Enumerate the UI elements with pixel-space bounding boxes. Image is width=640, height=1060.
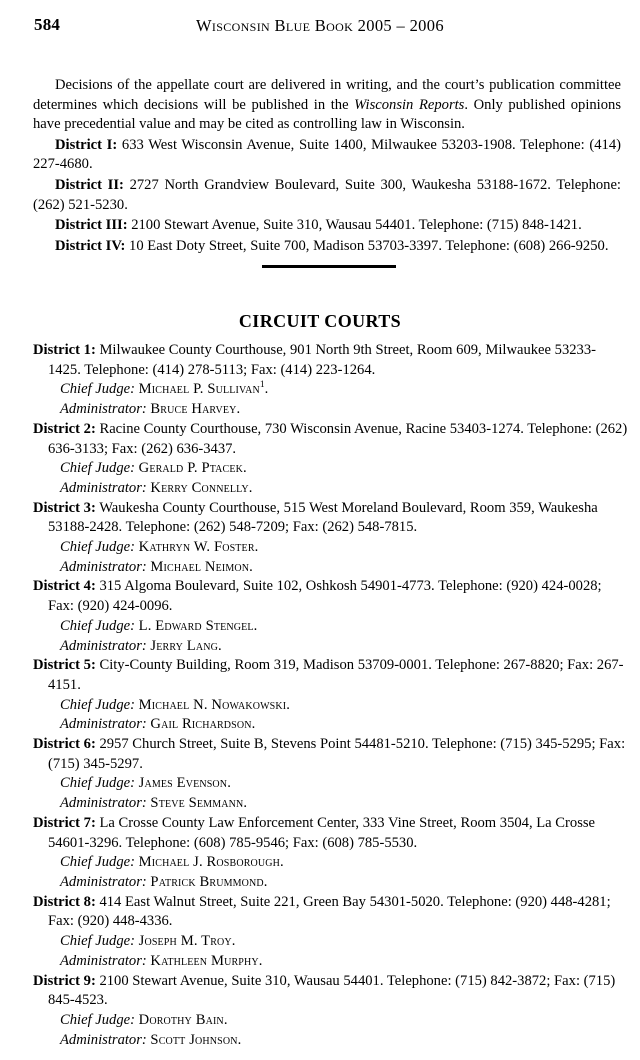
chief-judge-punct: . (264, 381, 269, 398)
circuit-district-7-address: La Crosse County Law Enforcement Center, 333 Vine Street, Room 3504, La Crosse 54601-3296. Telephone: (608) 785-9546; Fax: (608) 785-5530. (48, 814, 596, 851)
circuit-district-7-label: District 7: (33, 814, 96, 831)
circuit-district-2-label: District 2: (33, 420, 96, 437)
administrator-punct: . (249, 558, 253, 575)
list-item (33, 814, 628, 893)
administrator-punct: . (251, 716, 256, 733)
circuit-district-9-chief-judge (33, 1011, 628, 1031)
administrator-name: Bruce Harvey (150, 401, 237, 418)
administrator-name: Gail Richardson (150, 716, 252, 733)
circuit-district-4-address: 315 Algoma Boulevard, Suite 102, Oshkosh 54901-4773. Telephone: (920) 424-0028; Fax: (920) 424-0096. (48, 578, 602, 615)
book-title: Wisconsin Blue Book 2005 – 2006 (196, 16, 444, 35)
chief-judge-role-label: Chief Judge: (60, 381, 135, 398)
list-item (33, 499, 628, 578)
circuit-district-8-line (33, 893, 628, 932)
administrator-name: Jerry Lang (150, 637, 218, 654)
appellate-district-4-text: 10 East Doty Street, Suite 700, Madison 53703-3397. Telephone: (608) 266-9250. (125, 237, 609, 254)
circuit-district-9-label: District 9: (33, 972, 96, 989)
chief-judge-punct: . (231, 933, 236, 950)
list-item (33, 341, 628, 420)
appellate-district-2 (33, 176, 621, 215)
intro-text-lead: Decisions of the appellate court are delivered in writing, and the court’s publication committee determines which decisions will be published in the (33, 77, 621, 113)
circuit-district-1-administrator (33, 400, 628, 420)
chief-judge-punct: . (280, 854, 284, 871)
chief-judge-role-label: Chief Judge: (60, 1011, 135, 1028)
list-item (33, 420, 628, 499)
appellate-district-2-label: District II: (55, 176, 124, 193)
circuit-district-3-line (33, 499, 628, 538)
circuit-district-2-administrator (33, 479, 628, 499)
footnote-marker: 1 (259, 380, 265, 391)
circuit-district-5-line (33, 656, 628, 695)
administrator-name: Kathleen Murphy (150, 952, 259, 969)
appellate-section (33, 76, 621, 256)
appellate-district-3-text: 2100 Stewart Avenue, Suite 310, Wausau 54401. Telephone: (715) 848-1421. (127, 217, 582, 234)
chief-judge-name: Gerald P. Ptacek (138, 460, 243, 477)
circuit-district-2-line (33, 420, 628, 459)
circuit-district-6-line (33, 735, 628, 774)
list-item (33, 577, 628, 656)
chief-judge-name: Michael P. Sullivan (138, 381, 260, 398)
circuit-district-8-label: District 8: (33, 893, 96, 910)
chief-judge-punct: . (227, 775, 231, 792)
chief-judge-punct: . (243, 460, 247, 477)
list-item (33, 972, 628, 1051)
circuit-district-2-address: Racine County Courthouse, 730 Wisconsin Avenue, Racine 53403-1274. Telephone: (262) 636-3133; Fax: (262) 636-3437. (48, 420, 628, 457)
circuit-district-9-line (33, 972, 628, 1011)
appellate-district-3-label: District III: (55, 217, 128, 234)
circuit-courts-list (33, 341, 628, 1050)
chief-judge-punct: . (223, 1011, 228, 1028)
circuit-district-2-chief-judge (33, 459, 628, 479)
chief-judge-name: Dorothy Bain (138, 1011, 224, 1028)
circuit-district-7-chief-judge (33, 853, 628, 873)
wisconsin-reports-title: Wisconsin Reports (354, 96, 465, 113)
circuit-district-9-administrator (33, 1031, 628, 1051)
chief-judge-name: L. Edward Stengel (138, 617, 254, 634)
list-item (33, 656, 628, 735)
chief-judge-name: Kathryn W. Foster (138, 539, 255, 556)
running-head (0, 15, 640, 41)
circuit-district-6-label: District 6: (33, 736, 96, 753)
administrator-punct: . (258, 952, 263, 969)
appellate-district-1 (33, 136, 621, 175)
circuit-district-4-chief-judge (33, 617, 628, 637)
administrator-punct: . (237, 1031, 242, 1048)
administrator-punct: . (217, 637, 222, 654)
appellate-district-2-text: 2727 North Grandview Boulevard, Suite 300, Waukesha 53188-1672. Telephone: (262) 521-5230. (33, 176, 621, 213)
circuit-district-8-administrator (33, 952, 628, 972)
circuit-district-5-address: City-County Building, Room 319, Madison 53709-0001. Telephone: 267-8820; Fax: 267-4151. (48, 657, 624, 693)
circuit-district-6-administrator (33, 794, 628, 814)
administrator-role-label: Administrator: (60, 952, 147, 969)
circuit-district-7-line (33, 814, 628, 853)
administrator-name: Scott Johnson (150, 1031, 238, 1048)
administrator-role-label: Administrator: (60, 479, 147, 496)
circuit-district-7-administrator (33, 873, 628, 893)
intro-paragraph (33, 76, 621, 135)
list-item (33, 735, 628, 814)
administrator-name: Patrick Brummond (150, 873, 264, 890)
appellate-district-1-label: District I: (55, 136, 118, 153)
circuit-district-1-chief-judge (33, 380, 628, 400)
chief-judge-role-label: Chief Judge: (60, 775, 135, 792)
chief-judge-name: Joseph M. Troy (138, 933, 232, 950)
chief-judge-role-label: Chief Judge: (60, 617, 135, 634)
chief-judge-punct: . (253, 617, 258, 634)
administrator-punct: . (263, 873, 268, 890)
chief-judge-punct: . (254, 539, 259, 556)
administrator-punct: . (236, 401, 241, 418)
circuit-district-8-address: 414 East Walnut Street, Suite 221, Green Bay 54301-5020. Telephone: (920) 448-4281; Fax: (920) 448-4336. (48, 893, 611, 930)
appellate-district-4 (33, 237, 621, 257)
circuit-district-3-label: District 3: (33, 499, 96, 516)
circuit-district-3-administrator (33, 558, 628, 578)
circuit-district-8-chief-judge (33, 932, 628, 952)
page-number: 584 (34, 15, 61, 34)
circuit-district-1-address: Milwaukee County Courthouse, 901 North 9th Street, Room 609, Milwaukee 53233-1425. Telephone: (414) 278-5113; Fax: (414) 223-1264. (48, 342, 596, 378)
circuit-district-4-label: District 4: (33, 578, 96, 595)
chief-judge-name: Michael N. Nowakowski (138, 696, 287, 713)
circuit-district-4-administrator (33, 637, 628, 657)
circuit-district-6-chief-judge (33, 774, 628, 794)
circuit-district-5-chief-judge (33, 696, 628, 716)
intro-text-tail: . Only published opinions have precedential value and may be cited as controlling law in Wisconsin. (33, 96, 621, 133)
administrator-role-label: Administrator: (60, 873, 147, 890)
administrator-role-label: Administrator: (60, 795, 147, 812)
section-divider-rule (262, 265, 396, 268)
chief-judge-role-label: Chief Judge: (60, 460, 135, 477)
chief-judge-role-label: Chief Judge: (60, 539, 135, 556)
circuit-district-6-address: 2957 Church Street, Suite B, Stevens Point 54481-5210. Telephone: (715) 345-5295; Fax: (715) 345-5297. (48, 736, 626, 772)
chief-judge-role-label: Chief Judge: (60, 696, 135, 713)
appellate-district-1-text: 633 West Wisconsin Avenue, Suite 1400, Milwaukee 53203-1908. Telephone: (414) 227-4680. (33, 136, 621, 173)
administrator-role-label: Administrator: (60, 558, 147, 575)
chief-judge-role-label: Chief Judge: (60, 854, 135, 871)
appellate-district-3 (33, 216, 621, 236)
circuit-district-4-line (33, 577, 628, 616)
page-title: CIRCUIT COURTS (238, 311, 402, 331)
administrator-role-label: Administrator: (60, 716, 147, 733)
administrator-role-label: Administrator: (60, 1031, 147, 1048)
circuit-district-9-address: 2100 Stewart Avenue, Suite 310, Wausau 54401. Telephone: (715) 842-3872; Fax: (715) 845-4523. (48, 972, 616, 1009)
administrator-punct: . (248, 479, 253, 496)
administrator-punct: . (243, 795, 248, 812)
circuit-district-1-label: District 1: (33, 342, 96, 358)
circuit-district-5-administrator (33, 715, 628, 735)
chief-judge-punct: . (286, 696, 290, 713)
administrator-name: Kerry Connelly (150, 479, 249, 496)
chief-judge-name: Michael J. Rosborough (138, 854, 281, 871)
chief-judge-name: James Evenson (138, 775, 228, 792)
circuit-district-3-address: Waukesha County Courthouse, 515 West Moreland Boulevard, Room 359, Waukesha 53188-2428. Telephone: (262) 548-7209; Fax: (262) 548-7815. (48, 499, 598, 536)
list-item (33, 893, 628, 972)
administrator-name: Steve Semmann (150, 795, 244, 812)
administrator-name: Michael Neimon (150, 558, 250, 575)
circuit-district-1-line (33, 341, 628, 380)
chief-judge-role-label: Chief Judge: (60, 933, 135, 950)
administrator-role-label: Administrator: (60, 401, 147, 418)
circuit-district-3-chief-judge (33, 538, 628, 558)
appellate-district-4-label: District IV: (55, 237, 126, 254)
administrator-role-label: Administrator: (60, 637, 147, 654)
circuit-district-5-label: District 5: (33, 657, 96, 674)
